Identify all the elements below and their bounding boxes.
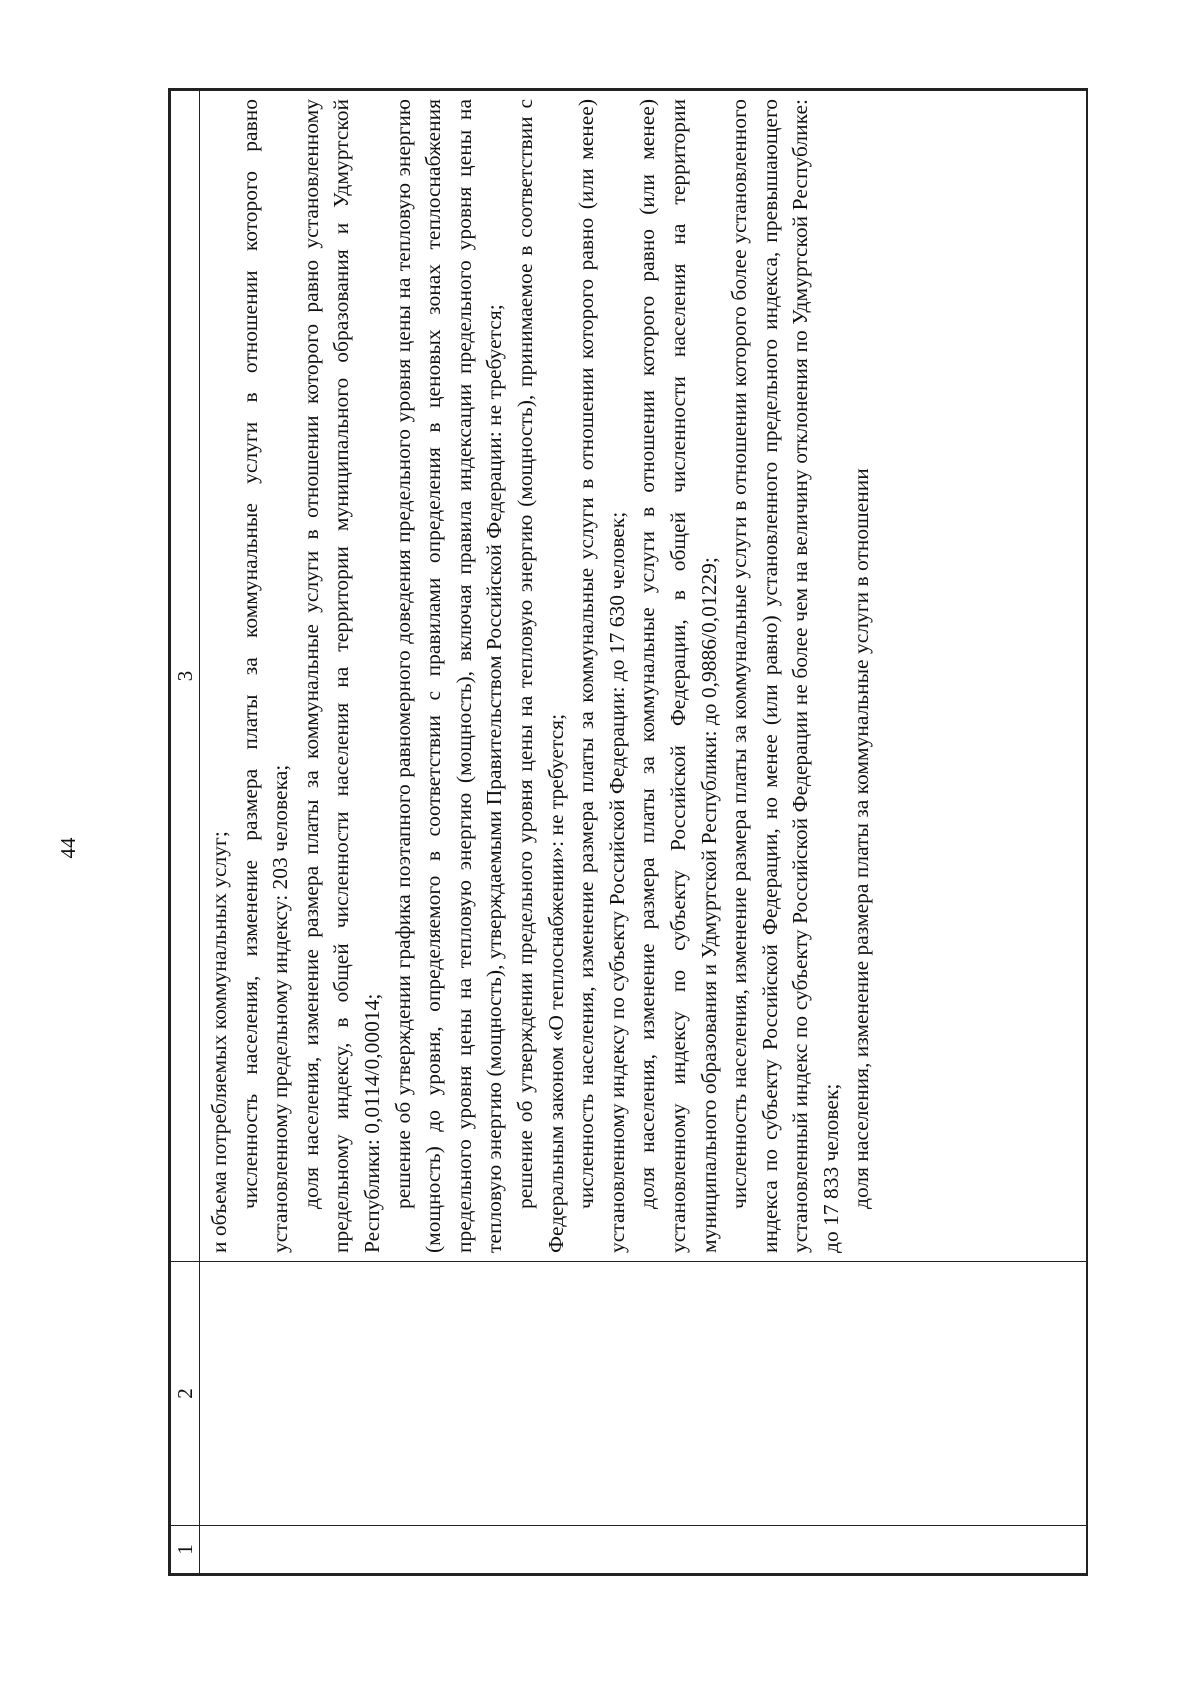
cell-col-2	[200, 1262, 1087, 1526]
cell-col-3	[200, 91, 1087, 1262]
column-header-2: 2	[171, 1262, 200, 1526]
paragraph: и объема потребляемых коммунальных услуг;	[207, 831, 231, 1253]
table-row	[200, 91, 1087, 1574]
column-header-1: 1	[171, 1526, 200, 1574]
paragraph: численность населения, изменение размера платы за коммунальные услуги в отношении которого равно установленному предельному индексу: 203 человека;	[237, 99, 293, 1253]
paragraph: численность населения, изменение размера платы за коммунальные услуги в отношении которого равно (или менее) установленному индексу по субъекту Российской Федерации: до 17 630 человек;	[574, 99, 629, 1253]
cell-text	[200, 91, 877, 1261]
table	[170, 90, 1086, 1574]
document-table	[168, 88, 1088, 1576]
table-header-row	[171, 91, 200, 1574]
paragraph: доля населения, изменение размера платы за коммунальные услуги в отношении	[849, 468, 874, 1209]
paragraph: решение об утверждении предельного уровня цены на тепловую энергию (мощность), принимаемое в соответствии с Федеральным законом «О теплоснабжении»: не требуется;	[512, 99, 568, 1253]
paragraph: численность населения, изменение размера платы за коммунальные услуги в отношении которого более установленного индекса по субъекту Российской Федерации, но менее (или равно) установленного предельного индекса, превышающего установленный индекс по субъекту Российской Федерации не более чем на величину отклонения по Удмуртской Республике: до 17 833 человек;	[727, 99, 843, 1253]
paragraph: решение об утверждении графика поэтапного равномерного доведения предельного уровня цены на тепловую энергию (мощность) до уровня, определяемого в соответствии с правилами определения в ценовых зонах теплоснабжения предельного уровня цены на тепловую энергию (мощность), включая правила индексации предельного уровня цены на тепловую энергию (мощность), утверждаемыми Правительством Российской Федерации: не требуется;	[390, 99, 507, 1253]
paragraph: доля населения, изменение размера платы за коммунальные услуги в отношении которого равно (или менее) установленному индексу по субъекту Российской Федерации, в общей численности населения на территории муниципального образования и Удмуртской Республики: до 0,9886/0,01229;	[635, 99, 721, 1253]
paragraph: доля населения, изменение размера платы за коммунальные услуги в отношении которого равно установленному предельному индексу, в общей численности населения на территории муниципального образования и Удмуртской Республики: 0,0114/0,00014;	[298, 99, 384, 1253]
cell-col-1	[200, 1526, 1087, 1574]
column-header-3: 3	[171, 91, 200, 1262]
page-number: 44	[56, 837, 80, 859]
